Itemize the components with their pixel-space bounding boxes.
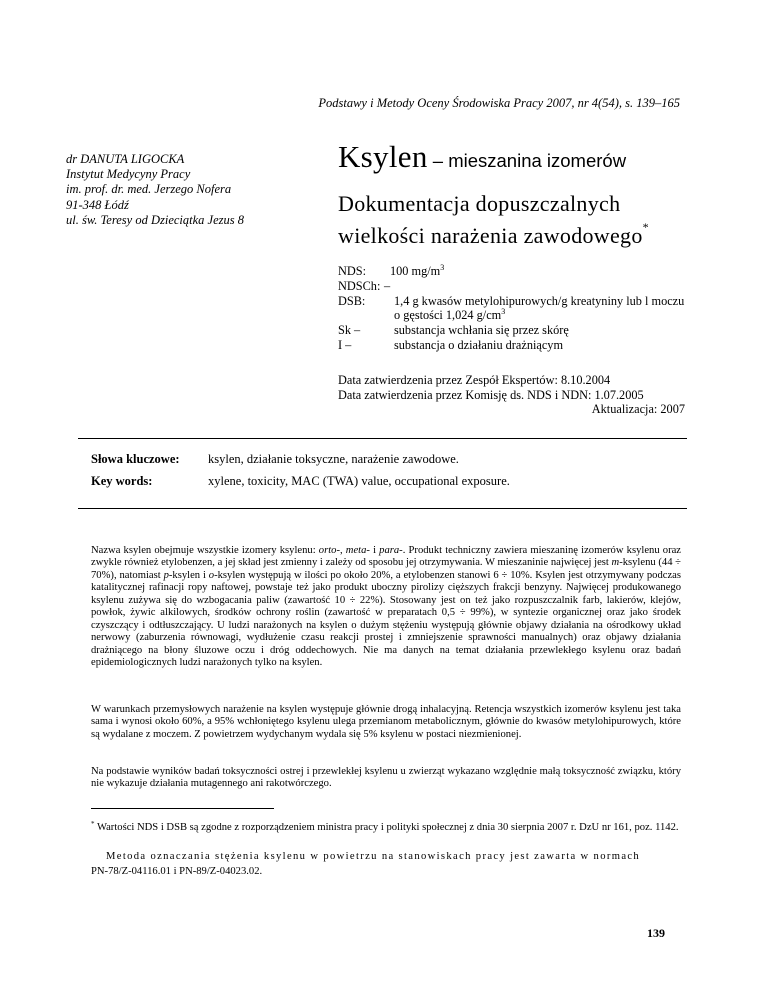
- dsb-label: DSB:: [338, 293, 366, 308]
- date-commission: Data zatwierdzenia przez Komisję ds. NDS i NDN: 1.07.2005: [338, 387, 644, 402]
- keywords-pl-label: Słowa kluczowe:: [91, 452, 180, 466]
- footnote-mark: *: [91, 820, 95, 828]
- approval-dates: [338, 373, 685, 417]
- nds-value: 100 $mg/m^3$: [390, 263, 445, 278]
- article-title: [338, 139, 626, 175]
- dsb-value-line-1: 1,4 g kwasów metylohipurowych/g kreatyniny lub l moczu: [394, 293, 685, 308]
- keywords-en-label: Key words:: [91, 474, 153, 488]
- footnote-marker: *: [642, 219, 649, 234]
- sk-value: substancja wchłania się przez skórę: [394, 323, 569, 338]
- author-name: dr DANUTA LIGOCKA: [66, 152, 185, 166]
- footnote-text: Wartości NDS i DSB są zgodne z rozporządzeniem ministra pracy i polityki społecznej z dnia 30 sierpnia 2007 r. DzU nr 161, poz. 1142.: [94, 822, 679, 833]
- dsb-value-line-2: o gęstości 1,024 $g/cm^3$: [394, 307, 506, 323]
- i-value: substancja o działaniu drażniącym: [394, 337, 564, 352]
- exposure-limits: [338, 264, 684, 353]
- i-label: I –: [338, 337, 352, 352]
- date-update: Aktualizacja: 2007: [591, 402, 685, 416]
- title-main: Ksylen: [338, 139, 428, 174]
- keywords-bottom-rule: [78, 508, 687, 509]
- subtitle-line-1: Dokumentacja dopuszczalnych: [338, 191, 621, 216]
- abstract-paragraph-1: Nazwa ksylen obejmuje wszystkie izomery ksylenu: orto-, meta- i para-. Produkt techniczny zawiera mieszaninę izomerów ksylenu oraz zwykle również etylobenzen, a jej skład jest zmienny i zależy od sposobu jej otrzymywania. W mieszaninie najwięcej jest m-ksylenu (44 ÷ 70%), natomiast p-ksylen i o-ksylen występują w ilości po około 20%, a etylobenzen stanowi 6 ÷ 10%. Ksylen jest otrzymywany podczas katalitycznej rafinacji ropy naftowej, powstaje też jako produkt uboczny pirolizy cięższych frakcji benzyny. Najwięcej produkowanego ksylenu zużywa się do wzbogacania paliw (zawartość 10 ÷ 22%). Stosowany jest on też jako rozpuszczalnik farb, lakierów, klejów, powłok, żywic alkilowych, środków ochrony roślin (zawartość w preparatach 0,5 ÷ 99%), w syntezie organicznej oraz jako środek czyszczący i odtłuszczający. U ludzi narażonych na ksylen o dużym stężeniu występują głównie objawy działania na ośrodkowy układ nerwowy (zaburzenia równowagi, wydłużenie czasu reakcji prostej i zmniejszenie sprawności manualnych) oraz objawy działania drażniącego na błony śluzowe oczu i dróg oddechowych. Nie ma danych na temat działania przewlekłego ksylenu oraz badań epidemiologicznych ludzi narażonych tylko na ksylen.: [91, 545, 681, 669]
- author-street: ul. św. Teresy od Dzieciątka Jezus 8: [66, 212, 244, 227]
- title-subpart: – mieszanina izomerów: [427, 150, 627, 171]
- author-institute: Instytut Medycyny Pracy: [66, 167, 191, 182]
- keywords-top-rule: [78, 438, 687, 439]
- keywords-en-text: xylene, toxicity, MAC (TWA) value, occupational exposure.: [208, 474, 510, 488]
- method-note-line-1: Metoda oznaczania stężenia ksylenu w powietrzu na stanowiskach pracy jest zawarta w normach: [106, 851, 641, 862]
- subtitle-line-2: wielkości narażenia zawodowego: [338, 222, 643, 248]
- journal-header: Podstawy i Metody Oceny Środowiska Pracy 2007, nr 4(54), s. 139–165: [318, 96, 680, 110]
- ndsch-label: NDSCh:: [338, 278, 381, 293]
- footnote: [91, 822, 681, 834]
- sk-label: Sk –: [338, 323, 361, 338]
- date-experts: Data zatwierdzenia przez Zespół Ekspertów: 8.10.2004: [338, 373, 611, 387]
- author-block: [66, 152, 244, 228]
- footnote-rule: [91, 808, 274, 809]
- nds-label: NDS:: [338, 264, 367, 278]
- author-institute-patron: im. prof. dr. med. Jerzego Nofera: [66, 182, 232, 197]
- ndsch-value: –: [384, 278, 391, 293]
- page-number: 139: [647, 926, 665, 940]
- keywords-pl-text: ksylen, działanie toksyczne, narażenie zawodowe.: [208, 452, 459, 466]
- abstract-paragraph-2: W warunkach przemysłowych narażenie na ksylen występuje głównie drogą inhalacyjną. Retencja wszystkich izomerów ksylenu jest taka sama i wynosi około 60%, a 95% wchłoniętego ksylenu ulega przemianom metabolicznym, głównie do kwasów metylohipurowych, które są wydalane z moczem. Z powietrzem wydychanym wydala się 5% ksylenu w postaci niezmienionej.: [91, 704, 681, 740]
- abstract-paragraph-3: Na podstawie wyników badań toksyczności ostrej i przewlekłej ksylenu u zwierząt wykazano względnie małą toksyczność związku, który nie wykazuje działania mutagennego ani rakotwórczego.: [91, 766, 681, 790]
- method-note-line-2: PN-78/Z-04116.01 i PN-89/Z-04023.02.: [91, 866, 263, 877]
- method-note: [91, 849, 681, 879]
- article-subtitle: [338, 188, 649, 251]
- author-postal-code: 91-348 Łódź: [66, 197, 129, 212]
